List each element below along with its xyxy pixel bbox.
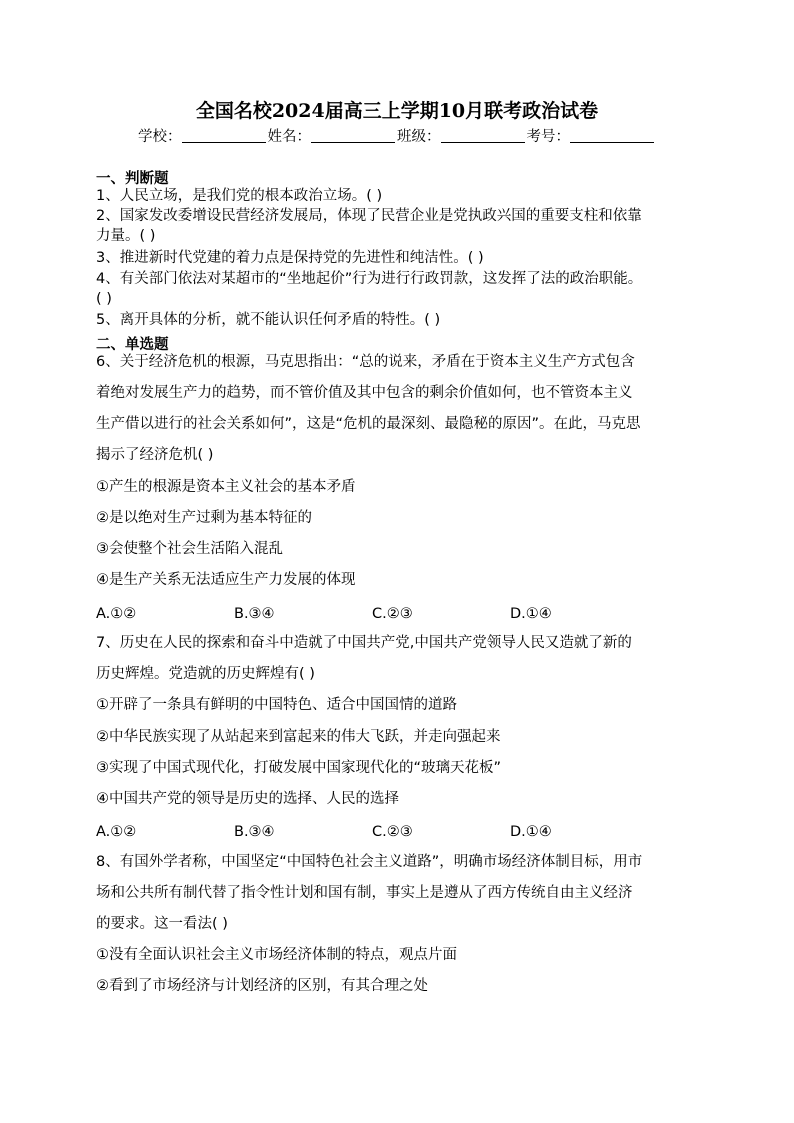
question-6-line: 揭示了经济危机( ): [96, 447, 214, 463]
question-3: [96, 249, 706, 269]
name-blank[interactable]: [311, 128, 395, 143]
question-6-line: 着绝对发展生产力的趋势，而不管价值及其中包含的剩余价值如何，也不管资本主义: [96, 385, 633, 401]
choice-c[interactable]: C.②③: [372, 606, 413, 622]
question-text: 3、推进新时代党建的着力点是保持党的先进性和纯洁性。( ): [96, 250, 484, 266]
question-7-statement: ①开辟了一条具有鲜明的中国特色、适合中国国情的道路: [96, 697, 457, 713]
question-text: 力量。( ): [96, 227, 156, 244]
section-heading-single-choice: 二、单选题: [96, 337, 169, 353]
name-label: 姓名：: [267, 129, 311, 145]
school-blank[interactable]: [182, 128, 266, 143]
page-title: 全国名校2024届高三上学期10月联考政治试卷: [195, 100, 599, 122]
question-7-statement: ②中华民族实现了从站起来到富起来的伟大飞跃，并走向强起来: [96, 729, 501, 745]
question-7-statement: ③实现了中国式现代化，打破发展中国家现代化的“玻璃天花板”: [96, 760, 502, 776]
question-8-statement: ①没有全面认识社会主义市场经济体制的特点，观点片面: [96, 947, 457, 963]
choice-d[interactable]: D.①④: [510, 606, 552, 622]
choice-b[interactable]: B.③④: [234, 824, 275, 840]
class-label: 班级：: [397, 129, 441, 145]
choice-a[interactable]: A.①②: [96, 824, 137, 840]
student-info-line: [0, 125, 794, 146]
question-6-statement: ①产生的根源是资本主义社会的基本矛盾: [96, 479, 356, 495]
question-1: [96, 187, 706, 207]
question-text: 2、国家发改委增设民营经济发展局，体现了民营企业是党执政兴国的重要支柱和依靠: [96, 208, 642, 224]
choice-b[interactable]: B.③④: [234, 606, 275, 622]
choice-d[interactable]: D.①④: [510, 824, 552, 840]
question-text: 5、离开具体的分析，就不能认识任何矛盾的特性。( ): [96, 312, 441, 328]
question-8-line: 场和公共所有制代替了指令性计划和国有制，事实上是遵从了西方传统自由主义经济: [96, 885, 633, 901]
question-7-line: 历史辉煌。党造就的历史辉煌有( ): [96, 666, 315, 682]
question-6-line: 生产借以进行的社会关系如何”，这是“危机的最深刻、最隐秘的原因”。在此，马克思: [96, 416, 641, 432]
question-8-line: 的要求。这一看法( ): [96, 916, 228, 932]
question-8-line: 8、有国外学者称，中国坚定“中国特色社会主义道路”，明确市场经济体制目标，用市: [96, 854, 643, 870]
question-8-statement: ②看到了市场经济与计划经济的区别，有其合理之处: [96, 978, 428, 994]
school-label: 学校：: [138, 129, 182, 145]
question-text: 1、人民立场，是我们党的根本政治立场。( ): [96, 188, 383, 204]
question-7-statement: ④中国共产党的领导是历史的选择、人民的选择: [96, 791, 399, 807]
question-2: [96, 207, 706, 246]
question-6-statement: ②是以绝对生产过剩为基本特征的: [96, 510, 312, 526]
choice-c[interactable]: C.②③: [372, 824, 413, 840]
question-text: 4、有关部门依法对某超市的“坐地起价”行为进行行政罚款，这发挥了法的政治职能。: [96, 271, 643, 287]
question-4: [96, 270, 706, 309]
exam-no-label: 考号：: [526, 129, 570, 145]
choice-a[interactable]: A.①②: [96, 606, 137, 622]
class-blank[interactable]: [441, 128, 525, 143]
section-heading-judgment: 一、判断题: [96, 171, 169, 187]
question-7-line: 7、历史在人民的探索和奋斗中造就了中国共产党,中国共产党领导人民又造就了新的: [96, 635, 632, 651]
exam-no-blank[interactable]: [570, 128, 654, 143]
question-6-statement: ④是生产关系无法适应生产力发展的体现: [96, 572, 356, 588]
question-5: [96, 311, 706, 331]
question-6-line: 6、关于经济危机的根源，马克思指出：“总的说来，矛盾在于资本主义生产方式包含: [96, 354, 635, 370]
question-text: ( ): [96, 290, 112, 307]
question-6-statement: ③会使整个社会生活陷入混乱: [96, 541, 283, 557]
